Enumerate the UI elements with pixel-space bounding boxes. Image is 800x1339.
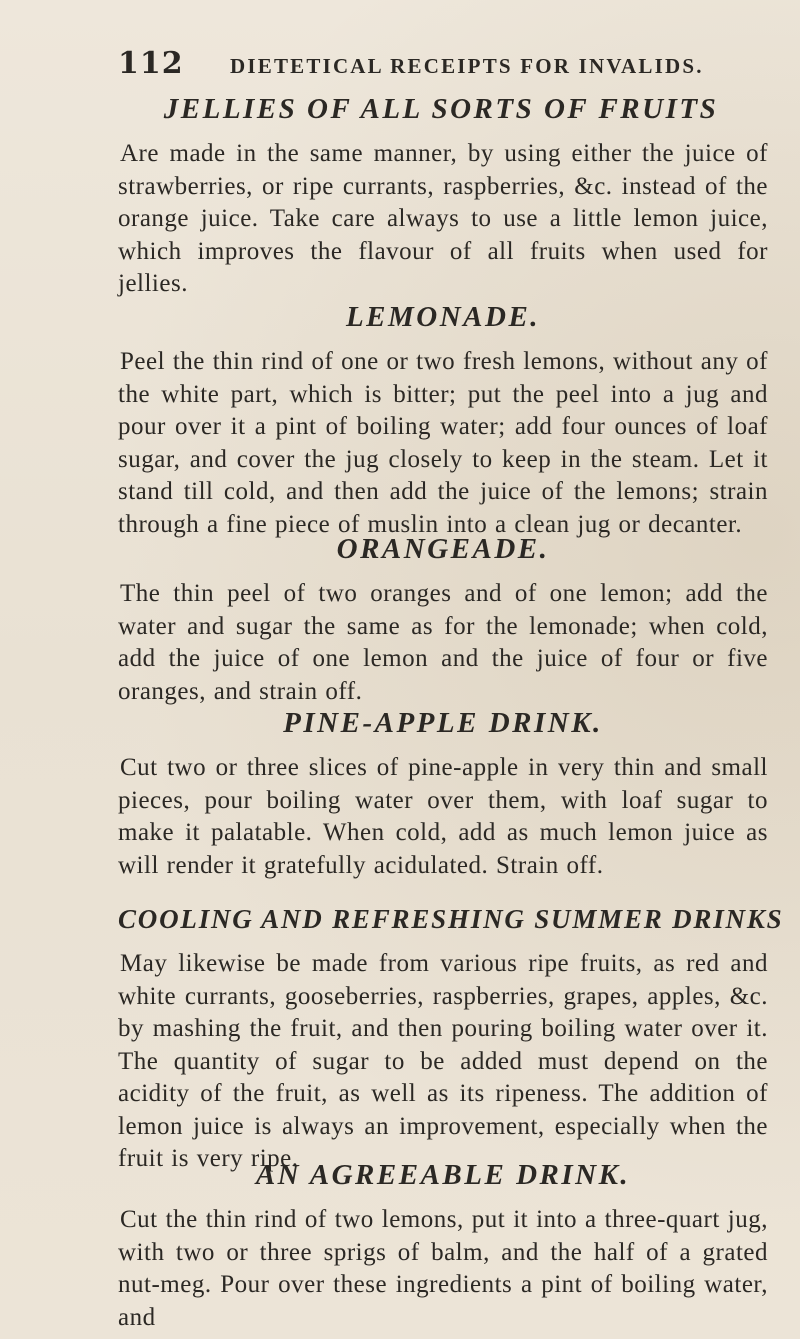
section-body: The thin peel of two oranges and of one lemon; add the water and sugar the same as for the lemonade; when cold, add the juice of one lemon and the juice of four or five oranges, and strain off.: [118, 580, 768, 705]
section-title: COOLING AND REFRESHING SUMMER DRINKS: [118, 904, 784, 934]
section-title: JELLIES OF ALL SORTS OF FRUITS: [163, 93, 719, 125]
section-title: AN AGREEABLE DRINK.: [255, 1159, 631, 1191]
section-body: May likewise be made from various ripe fruits, as red and white currants, gooseberries, raspberries, grapes, apples, &c. by mashing the fruit, and then pouring boiling water over it. The quantity of sugar to be added must depend on the acidity of the fruit, as well as its ripeness. The addition of lemon juice is always an improvement, especially when the fruit is very ripe.: [118, 950, 768, 1172]
section-body: Are made in the same manner, by using either the juice of strawberries, or ripe currants, raspberries, &c. instead of the orange juice. Take care always to use a little lemon juice, which improves the flavour of all fruits when used for jellies.: [118, 140, 768, 297]
section-title: LEMONADE.: [345, 301, 541, 333]
section-orangeade: [118, 532, 768, 708]
page-number: 112: [118, 46, 184, 81]
section-title: ORANGEADE.: [336, 533, 550, 565]
section-body: Peel the thin rind of one or two fresh lemons, without any of the white part, which is bitter; put the peel into a jug and pour over it a pint of boiling water; add four ounces of loaf sugar, and cover the jug closely to keep in the steam. Let it stand till cold, and then add the juice of the lemons; strain through a fine piece of muslin into a clean jug or decanter.: [118, 348, 768, 538]
section-fruit-jellies: [118, 92, 768, 301]
section-title: PINE-APPLE DRINK.: [283, 707, 603, 739]
section-body: Cut two or three slices of pine-apple in very thin and small pieces, pour boiling water over them, with loaf sugar to make it palatable. When cold, add as much lemon juice as will render it gratefully acidulated. Strain off.: [118, 754, 768, 879]
section-body: Cut the thin rind of two lemons, put it into a three-quart jug, with two or three sprigs of balm, and the half of a grated nut-meg. Pour over these ingredients a pint of boiling water, and: [118, 1206, 768, 1331]
running-title: DIETETICAL RECEIPTS FOR INVALIDS.: [230, 54, 704, 78]
section-summer-drinks: [118, 902, 784, 1176]
section-pine-apple-drink: [118, 706, 768, 882]
section-agreeable-drink: [118, 1158, 768, 1334]
section-lemonade: [118, 300, 768, 541]
running-header: [118, 46, 758, 86]
